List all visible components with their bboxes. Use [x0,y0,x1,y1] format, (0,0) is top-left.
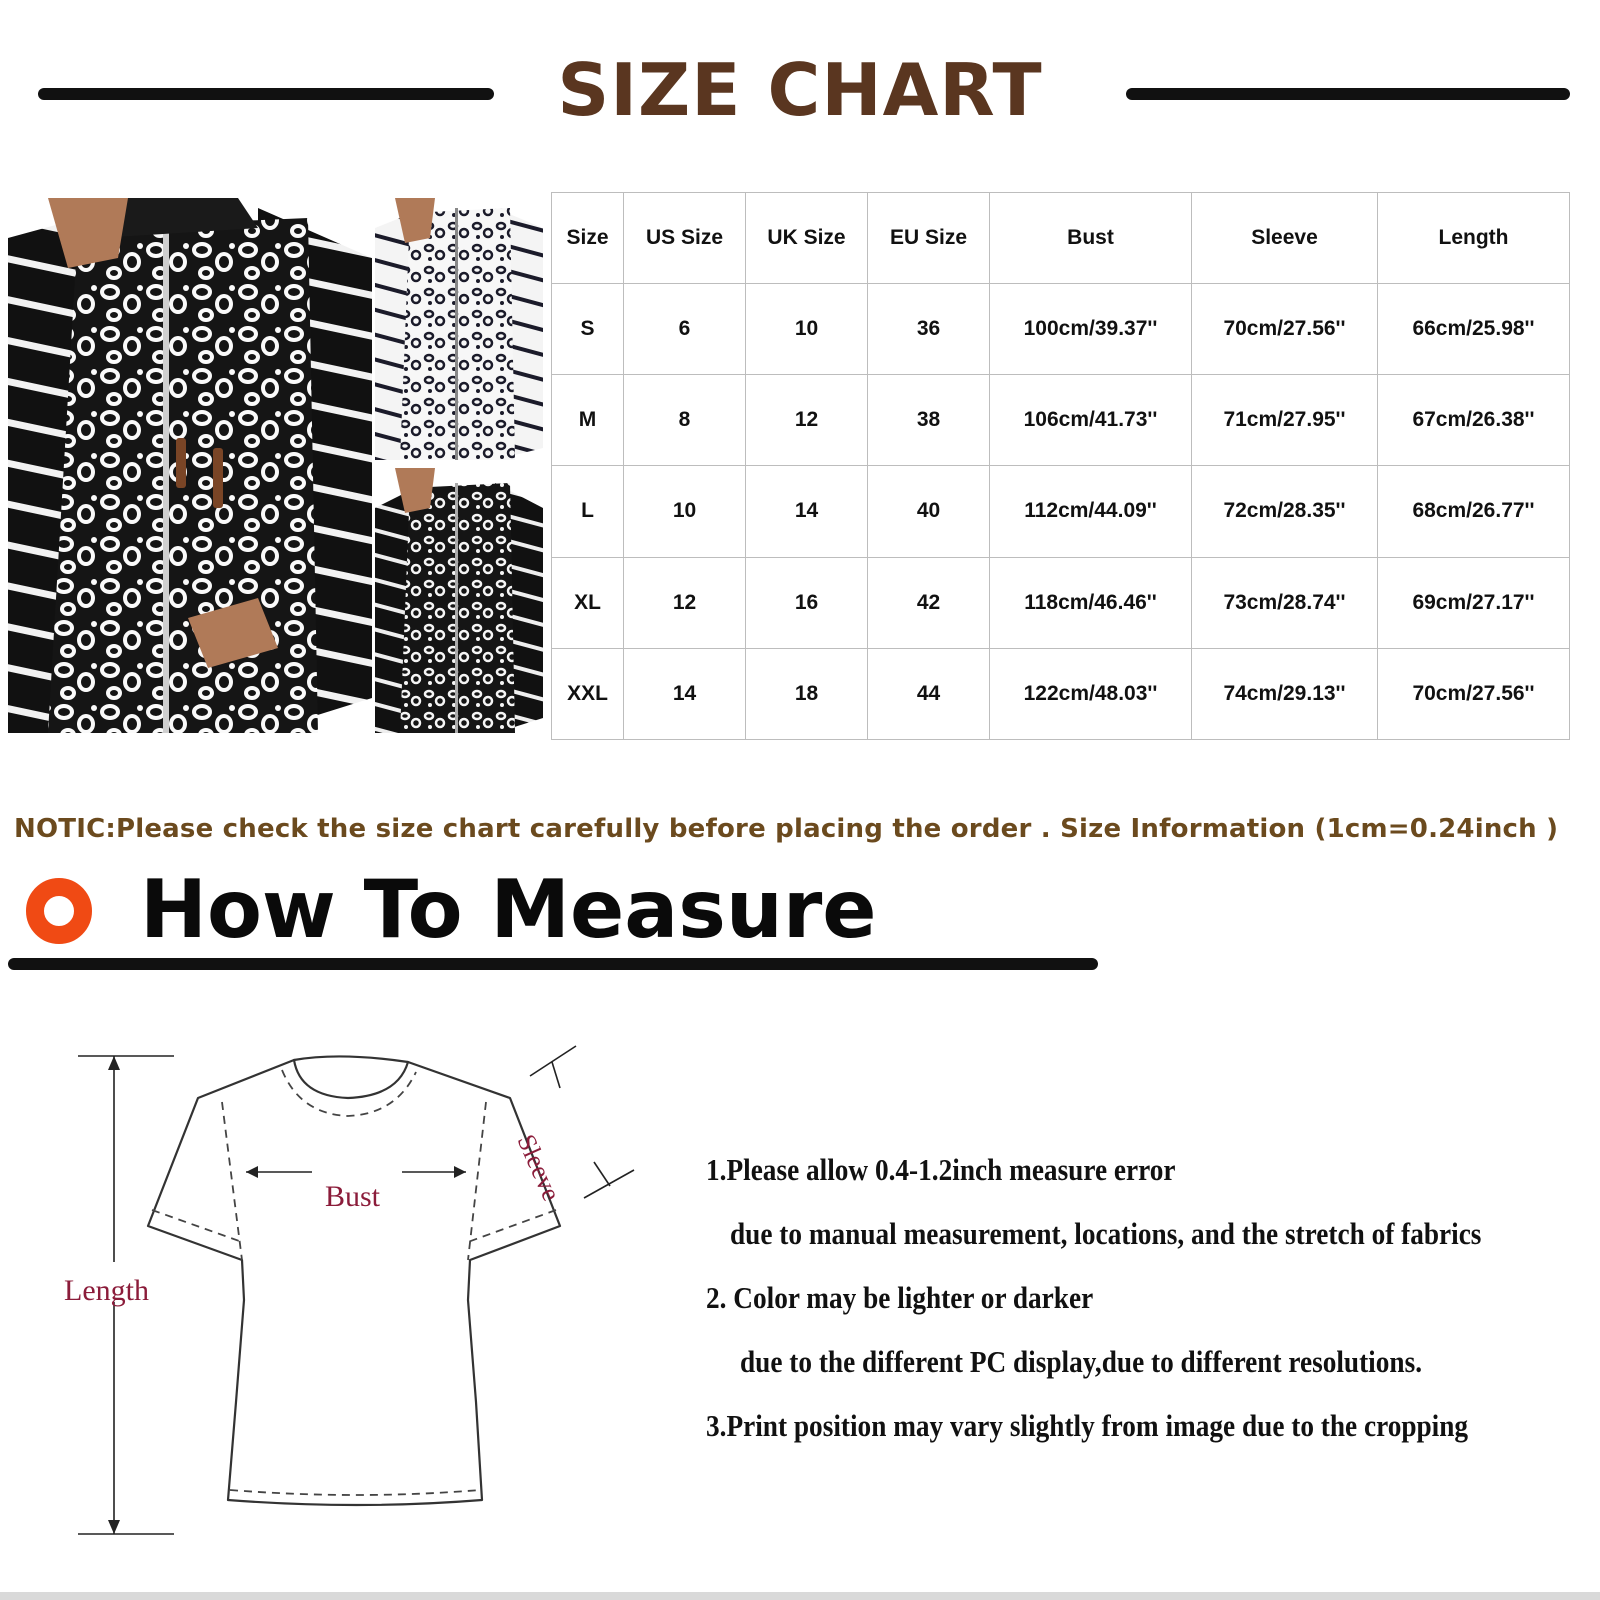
product-photo-main [8,198,372,733]
cell-size: M [552,375,624,466]
cell-size: S [552,284,624,375]
col-header-bust: Bust [990,193,1192,284]
cell-size: L [552,466,624,557]
page-title: SIZE CHART [557,48,1043,132]
bottom-divider [0,1592,1600,1600]
sleeve-label: Sleeve [511,1130,567,1206]
table-header-row [552,193,1570,284]
note-3: 3.Print position may vary slightly from image due to the cropping [706,1408,1469,1443]
cell-eu-size: 44 [868,648,990,739]
cell-bust: 106cm/41.73'' [990,375,1192,466]
cell-bust: 122cm/48.03'' [990,648,1192,739]
col-header-sleeve: Sleeve [1192,193,1378,284]
cell-uk-size: 14 [746,466,868,557]
note-2: 2. Color may be lighter or darker [706,1280,1094,1315]
col-header-length: Length [1378,193,1570,284]
section-rule [8,958,1098,970]
size-table [551,192,1570,740]
cell-length: 69cm/27.17'' [1378,557,1570,648]
cell-length: 68cm/26.77'' [1378,466,1570,557]
length-label: Length [64,1274,149,1307]
table-row [552,648,1570,739]
cell-uk-size: 10 [746,284,868,375]
cell-sleeve: 73cm/28.74'' [1192,557,1378,648]
cell-sleeve: 74cm/29.13'' [1192,648,1378,739]
table-row [552,375,1570,466]
cell-uk-size: 18 [746,648,868,739]
cell-length: 70cm/27.56'' [1378,648,1570,739]
header-rule-right [1126,88,1570,100]
cell-us-size: 12 [624,557,746,648]
cell-us-size: 8 [624,375,746,466]
cell-bust: 118cm/46.46'' [990,557,1192,648]
cell-sleeve: 70cm/27.56'' [1192,284,1378,375]
col-header-uk-size: UK Size [746,193,868,284]
cell-uk-size: 12 [746,375,868,466]
header-rule-left [38,88,494,100]
cell-eu-size: 36 [868,284,990,375]
size-notice: NOTIC:Please check the size chart carefully before placing the order . Size Information (1cm=0.24inch ) [14,814,1559,844]
section-title: How To Measure [140,863,877,956]
cell-length: 66cm/25.98'' [1378,284,1570,375]
product-photo-black [375,468,543,733]
cell-sleeve: 72cm/28.35'' [1192,466,1378,557]
cell-sleeve: 71cm/27.95'' [1192,375,1378,466]
cell-eu-size: 40 [868,466,990,557]
note-1: 1.Please allow 0.4-1.2inch measure error [706,1152,1176,1187]
cell-length: 67cm/26.38'' [1378,375,1570,466]
table-row [552,557,1570,648]
orange-ring-icon [24,876,94,946]
cell-size: XXL [552,648,624,739]
cell-eu-size: 42 [868,557,990,648]
cell-eu-size: 38 [868,375,990,466]
col-header-size: Size [552,193,624,284]
cell-uk-size: 16 [746,557,868,648]
cell-us-size: 10 [624,466,746,557]
product-photo-white [375,198,543,460]
cell-bust: 112cm/44.09'' [990,466,1192,557]
col-header-eu-size: EU Size [868,193,990,284]
table-row [552,284,1570,375]
bust-label: Bust [325,1180,381,1213]
cell-bust: 100cm/39.37'' [990,284,1192,375]
note-2-cont: due to the different PC display,due to different resolutions. [740,1344,1423,1379]
table-row [552,466,1570,557]
cell-size: XL [552,557,624,648]
note-1-cont: due to manual measurement, locations, and the stretch of fabrics [730,1216,1482,1251]
cell-us-size: 6 [624,284,746,375]
col-header-us-size: US Size [624,193,746,284]
cell-us-size: 14 [624,648,746,739]
